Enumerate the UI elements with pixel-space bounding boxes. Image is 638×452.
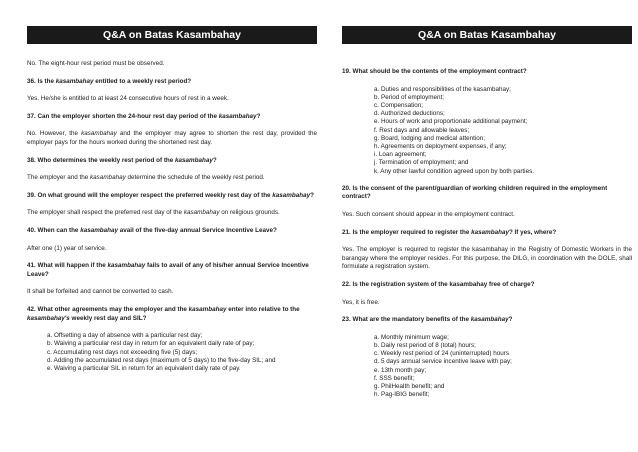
right-page-title: Q&A on Batas Kasambahay [342, 26, 632, 44]
left-page [27, 26, 317, 382]
list-item: e. Hours of work and proportionate additional payment; [374, 118, 528, 126]
list-item: h. Pag-IBIG benefit; [374, 391, 430, 399]
answer-22: Yes, it is free. [342, 298, 380, 306]
list-item: a. Monthly minimum wage; [374, 333, 449, 341]
question-39: 39. On what ground will the employer respect the preferred weekly rest day of the kasambahay? [27, 191, 314, 199]
answer-21: Yes. The employer is required to register the kasambahay in the Registry of Domestic Workers in the barangay where the employer resides. For this purpose, the DILG, in coordination with the DOLE, shall formulate a registration system. [342, 246, 632, 271]
list-item: a. Duties and responsibilities of the kasambahay; [374, 85, 511, 93]
question-36: 36. Is the kasambahay entitled to a weekly rest period? [27, 77, 192, 85]
list-item: c. Weekly rest period of 24 (uninterrupted) hours [374, 350, 509, 358]
list-item: h. Agreements on deployment expenses, if any; [374, 143, 507, 151]
list-item: g. PhilHealth benefit; and [374, 382, 445, 390]
question-38: 38. Who determines the weekly rest period of the kasambahay? [27, 156, 217, 164]
answer-19-list [342, 86, 632, 176]
question-21: 21. Is the employer required to register the kasambahay? If yes, where? [342, 228, 557, 236]
list-item: a. Offsetting a day of absence with a particular rest day; [47, 332, 203, 340]
question-37: 37. Can the employer shorten the 24-hour rest day period of the kasambahay? [27, 112, 261, 120]
answer-20: Yes. Such consent should appear in the employment contract. [342, 211, 515, 219]
list-item: f. Rest days and allowable leaves; [374, 126, 470, 134]
list-item: b. Daily rest period of 8 (total) hours; [374, 341, 476, 349]
list-item: b. Period of employment; [374, 93, 445, 101]
list-item: k. Any other lawful condition agreed upon by both parties. [374, 167, 534, 175]
list-item: c. Accumulating rest days not exceeding five (5) days; [47, 348, 198, 356]
list-item: e. 13th month pay; [374, 366, 427, 374]
question-22: 22. Is the registration system of the kasambahay free of charge? [342, 280, 535, 288]
right-page [342, 26, 632, 408]
answer-41: It shall be forfeited and cannot be converted to cash. [27, 288, 174, 296]
question-40: 40. When can the kasambahay avail of the five-day annual Service Incentive Leave? [27, 226, 277, 234]
left-page-title: Q&A on Batas Kasambahay [27, 26, 317, 44]
list-item: c. Compensation; [374, 102, 424, 109]
list-item: b. Waiving a particular rest day in return for an equivalent daily rate of pay; [47, 340, 255, 348]
answer-35-continued: No. The eight-hour rest period must be observed. [27, 60, 165, 67]
answer-39: The employer shall respect the preferred rest day of the kasambahay on religious grounds. [27, 209, 280, 217]
question-20: 20. Is the consent of the parent/guardian of working children required in the employment contract? [342, 184, 608, 201]
list-item: d. Authorized deductions; [374, 110, 445, 118]
answer-23-list [342, 334, 632, 400]
question-19: 19. What should be the contents of the employment contract? [342, 68, 527, 75]
list-item: g. Board, lodging and medical attention; [374, 134, 485, 142]
answer-37: No. However, the kasambahay and the employer may agree to shorten the rest day, provided the employer pays for the hours worked during the shortened rest day. [27, 130, 317, 146]
answer-38: The employer and the kasambahay determine the schedule of the weekly rest period. [27, 174, 265, 182]
answer-42-list [27, 332, 317, 373]
list-item: j. Termination of employment; and [374, 159, 469, 167]
answer-36: Yes. He/she is entitled to at least 24 consecutive hours of rest in a week. [27, 95, 229, 103]
answer-40: After one (1) year of service. [27, 244, 107, 252]
list-item: e. Waiving a particular SIL in return for an equivalent daily rate of pay. [47, 364, 241, 372]
list-item: d. Adding the accumulated rest days (maximum of 5 days) to the five-day SIL; and [47, 356, 276, 364]
question-42: 42. What other agreements may the employer and the kasambahay enter into relative to the kasambahay's weekly rest day and SIL? [27, 305, 300, 322]
list-item: f. SSS benefit; [374, 374, 415, 382]
question-23: 23. What are the mandatory benefits of the kasambahay? [342, 316, 513, 324]
list-item: i. Loan agreement; [374, 151, 427, 159]
question-41: 41. What will happen if the kasambahay fails to avail of any of his/her annual Service Incentive Leave? [27, 262, 309, 278]
list-item: d. 5 days annual service incentive leave with pay; [374, 358, 512, 366]
